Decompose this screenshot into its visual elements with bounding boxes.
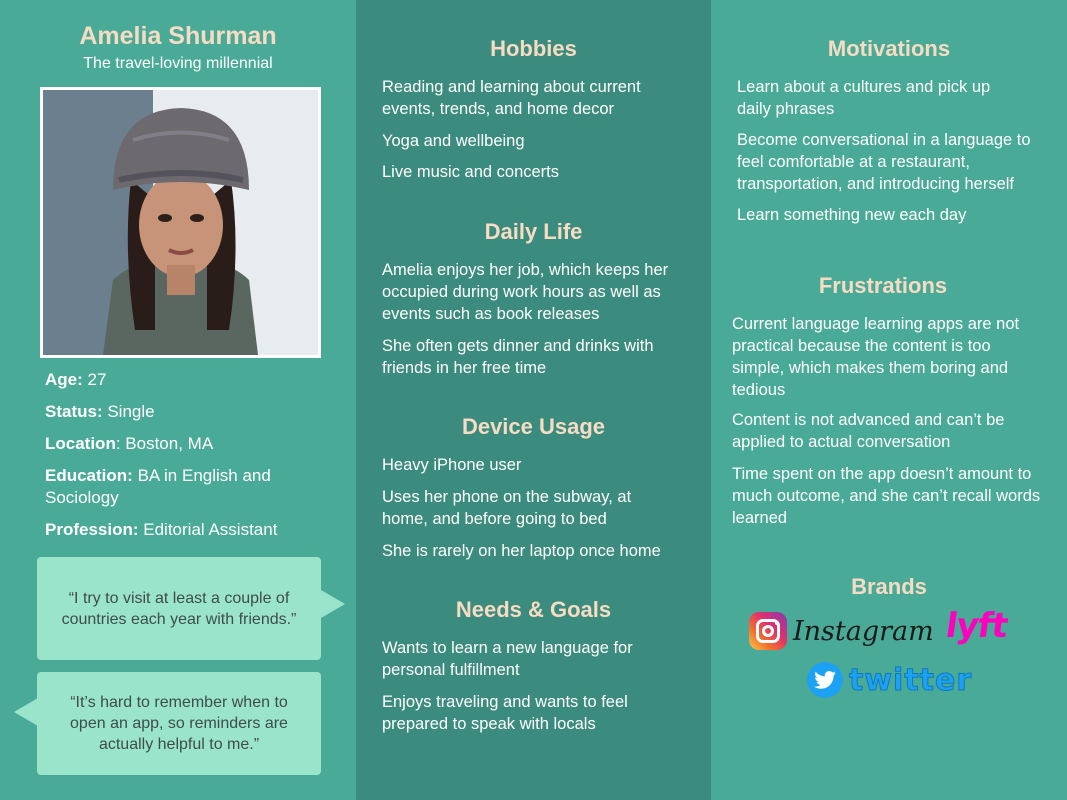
fact-location-label: Location [45, 434, 116, 453]
lyft-wordmark: lyft [943, 606, 1010, 646]
fact-status [45, 401, 345, 423]
fact-age-label: Age: [45, 370, 83, 389]
fact-status-value: Single [102, 402, 155, 421]
quote-bubble-tail [321, 590, 345, 618]
hobbies-item: Reading and learning about current events, trends, and home decor [382, 78, 641, 118]
fact-education-value: BA in English and Sociology [45, 466, 271, 507]
portrait-image [43, 90, 318, 355]
quote-bubble-tail [14, 698, 38, 726]
twitter-bird-icon [807, 662, 843, 698]
device-usage-item: She is rarely on her laptop once home [382, 542, 661, 560]
needs-goals-item: Enjoys traveling and wants to feel prepared to speak with locals [382, 693, 628, 733]
hobbies-item: Yoga and wellbeing [382, 132, 525, 150]
hobbies-item: Live music and concerts [382, 163, 559, 181]
fact-age [45, 369, 345, 391]
brand-twitter [807, 662, 972, 698]
fact-profession [45, 519, 345, 541]
fact-location [45, 433, 345, 455]
motivations-item: Become conversational in a language to feel comfortable at a restaurant, transportation, and introducing herself [737, 131, 1031, 193]
quote-text: “It’s hard to remember when to open an app, so reminders are actually helpful to me.” [70, 694, 288, 753]
frustrations-item: Current language learning apps are not practical because the content is too simple, which makes them boring and tedious [732, 315, 1020, 399]
fact-status-label: Status: [45, 402, 103, 421]
fact-profession-label: Profession: [45, 520, 139, 539]
middle-column [356, 0, 711, 800]
needs-goals-item: Wants to learn a new language for personal fulfillment [382, 639, 633, 679]
device-usage-item: Heavy iPhone user [382, 456, 522, 474]
brands-heading: Brands [851, 574, 927, 599]
daily-life-item: Amelia enjoys her job, which keeps her occupied during work hours as well as events such as book releases [382, 261, 669, 323]
hobbies-heading: Hobbies [490, 36, 577, 61]
fact-education-label: Education: [45, 466, 133, 485]
persona-name: Amelia Shurman [79, 22, 277, 50]
fact-location-value: : Boston, MA [115, 434, 214, 453]
twitter-wordmark: twitter [849, 662, 973, 698]
fact-age-value: 27 [82, 370, 107, 389]
needs-goals-heading: Needs & Goals [455, 597, 612, 622]
right-column [711, 0, 1067, 800]
profile-column [0, 0, 356, 800]
motivations-heading: Motivations [827, 36, 951, 61]
daily-life-heading: Daily Life [484, 219, 583, 244]
motivations-item: Learn about a cultures and pick up daily phrases [737, 78, 991, 118]
quote-bubble [37, 672, 321, 775]
persona-photo [40, 87, 321, 358]
fact-education [45, 465, 345, 509]
frustrations-item: Content is not advanced and can’t be applied to actual conversation [732, 411, 1005, 451]
fact-profession-value: Editorial Assistant [138, 520, 278, 539]
daily-life-item: She often gets dinner and drinks with friends in her free time [382, 337, 654, 377]
device-usage-item: Uses her phone on the subway, at home, and before going to bed [382, 488, 632, 528]
persona-facts [45, 369, 345, 551]
persona-tagline: The travel-loving millennial [83, 55, 273, 72]
brand-instagram [749, 612, 934, 650]
instagram-icon [749, 612, 787, 650]
quote-text: “I try to visit at least a couple of countries each year with friends.” [61, 589, 297, 628]
brand-lyft [943, 606, 1010, 646]
frustrations-item: Time spent on the app doesn’t amount to much outcome, and she can’t recall words learned [732, 465, 1041, 527]
instagram-wordmark: Instagram [793, 615, 934, 647]
device-usage-heading: Device Usage [461, 414, 606, 439]
frustrations-heading: Frustrations [818, 273, 948, 298]
quote-bubble [37, 557, 321, 660]
motivations-item: Learn something new each day [737, 206, 967, 224]
